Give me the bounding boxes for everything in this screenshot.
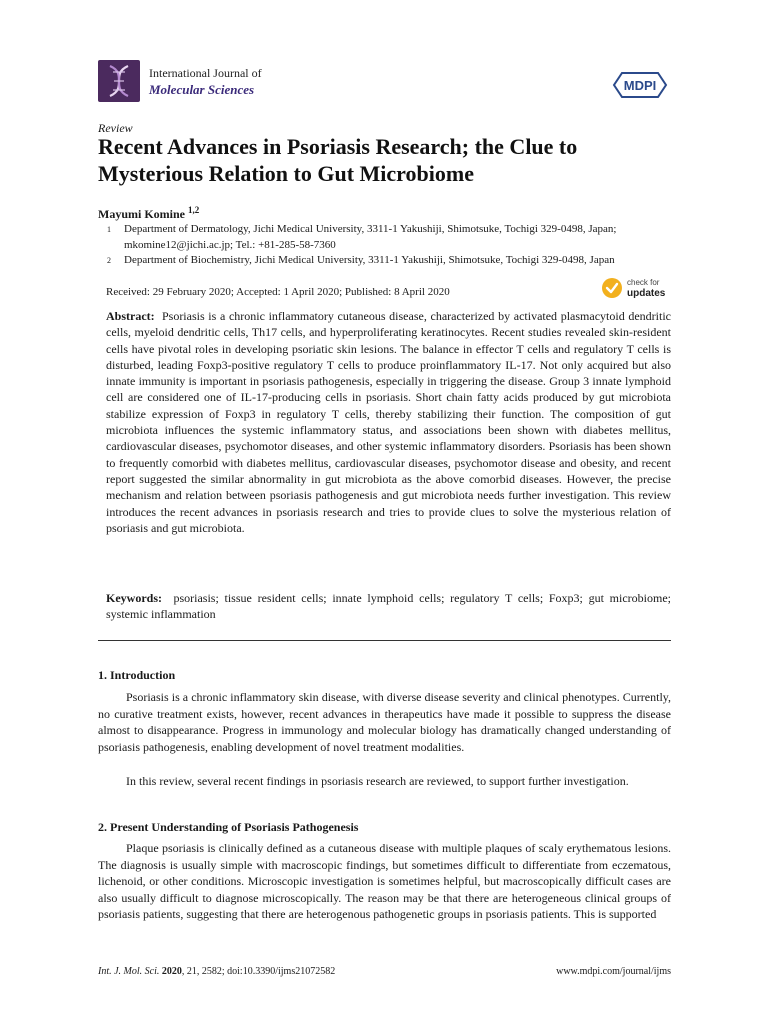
- check-for-updates-badge[interactable]: [600, 275, 672, 301]
- paragraph: [98, 773, 671, 790]
- mdpi-logo-icon: [612, 71, 668, 99]
- article-type: Review: [98, 121, 133, 135]
- citation-details: , 21, 2582; doi:10.3390/ijms21072582: [181, 966, 336, 977]
- check-updates-line2: updates: [627, 288, 666, 299]
- paragraph: [98, 840, 671, 923]
- affiliation-1-number: 1: [107, 225, 111, 234]
- journal-url-link[interactable]: www.mdpi.com/journal/ijms: [556, 966, 671, 977]
- journal-abbreviation: Int. J. Mol. Sci.: [98, 966, 160, 977]
- article-title: Recent Advances in Psoriasis Research; the Clue to Mysterious Relation to Gut Microbiome: [98, 134, 578, 186]
- journal-name-line2: Molecular Sciences: [149, 82, 255, 97]
- paragraph: [98, 689, 671, 755]
- paragraph-text: Plaque psoriasis is clinically defined as a cutaneous disease with multiple plaques of scaly erythematous lesions. The diagnosis is usually simple with macroscopic findings, but sometimes difficult to differentiate from eczematous, lichenoid, or other conditions. Microscopic investigation is sometimes helpful, but macroscopically difficult cases are also usually difficult to diagnose microscopically. The reason may be that there are heterogeneous clinical groups of psoriasis patients, suggesting that there are heterogenous pathogenetic groups in psoriasis patients. This is supported: [98, 841, 671, 921]
- section-divider: [98, 640, 671, 641]
- keywords-label: Keywords:: [106, 591, 162, 605]
- section-heading-pathogenesis: 2. Present Understanding of Psoriasis Pathogenesis: [98, 820, 359, 834]
- author: [98, 205, 199, 222]
- affiliation-1: [124, 221, 670, 253]
- abstract-text: Psoriasis is a chronic inflammatory cutaneous disease, characterized by activated plasmacytoid dendritic cells, myeloid dendritic cells, Th17 cells, and hyperproliferating keratinocytes. Recent studies revealed skin-resident cells have pivotal roles in developing psoriatic skin lesions. The balance in effector T cells and regulatory T cells is disturbed, leading Foxp3-positive regulatory T cells to produce proinflammatory IL-17. Not only acquired but also innate immunity is important in psoriasis pathogenesis, especially in triggering the disease. Group 3 innate lymphoid cell are considered one of IL-17-producing cells in psoriasis. Short chain fatty acids produced by gut microbiota stabilize expression of Foxp3 in regulatory T cells, thereby stabilizing their function. The composition of gut microbiota influences the systemic inflammatory status, and associations been shown with diabetes mellitus, cardiovascular diseases, psychomotor diseases, and other systemic inflammatory disorders. Psoriasis has been shown to frequently comorbid with diabetes mellitus, cardiovascular diseases, psychomotor disease and obesity, and recent report suggested the similar abnormality in gut microbiota as the above comorbid diseases. However, the precise mechanism and relation between psoriasis pathogenesis and gut microbiota needs further investigation. This review introduces the recent advances in psoriasis research and tries to provide clues to solve the mysterious relation of psoriasis and gut microbiota.: [106, 309, 671, 535]
- section-heading-introduction: 1. Introduction: [98, 668, 176, 682]
- keywords: [106, 590, 671, 623]
- affiliation-1-line1: Department of Dermatology, Jichi Medical University, 3311-1 Yakushiji, Shimotsuke, Tochigi 329-0498, Japan;: [124, 223, 617, 235]
- affiliation-2: Department of Biochemistry, Jichi Medical University, 3311-1 Yakushiji, Shimotsuke, Tochigi 329-0498, Japan: [124, 254, 615, 266]
- author-name: Mayumi Komine: [98, 207, 185, 221]
- journal-name-line1: International Journal of: [149, 66, 262, 80]
- abstract-label: Abstract:: [106, 309, 155, 323]
- check-updates-icon: [602, 278, 622, 298]
- publisher-name: MDPI: [623, 78, 657, 93]
- keywords-text: psoriasis; tissue resident cells; innate lymphoid cells; regulatory T cells; Foxp3; gut microbiome; systemic inflammation: [106, 591, 671, 622]
- journal-logo-icon: [98, 60, 140, 102]
- abstract: [106, 308, 671, 536]
- author-affiliations: 1,2: [188, 205, 200, 215]
- affiliation-2-number: 2: [107, 256, 111, 265]
- paragraph-text: In this review, several recent findings in psoriasis research are reviewed, to support further investigation.: [126, 774, 629, 788]
- check-updates-line1: check for: [627, 278, 660, 287]
- publication-dates: Received: 29 February 2020; Accepted: 1 April 2020; Published: 8 April 2020: [106, 286, 450, 298]
- citation-year: 2020: [161, 966, 182, 977]
- paragraph-text: Psoriasis is a chronic inflammatory skin disease, with diverse disease severity and clinical phenotypes. Currently, no curative treatment exists, however, recent advances in therapeutics have made it possible to suppress the disease almost to disappearance. Progress in immunology and molecular biology has dramatically changed understanding of psoriasis pathogenesis, enabling development of novel treatment modalities.: [98, 690, 671, 754]
- citation-footer: [98, 966, 335, 977]
- affiliation-1-line2: mkomine12@jichi.ac.jp; Tel.: +81-285-58-7360: [124, 239, 336, 251]
